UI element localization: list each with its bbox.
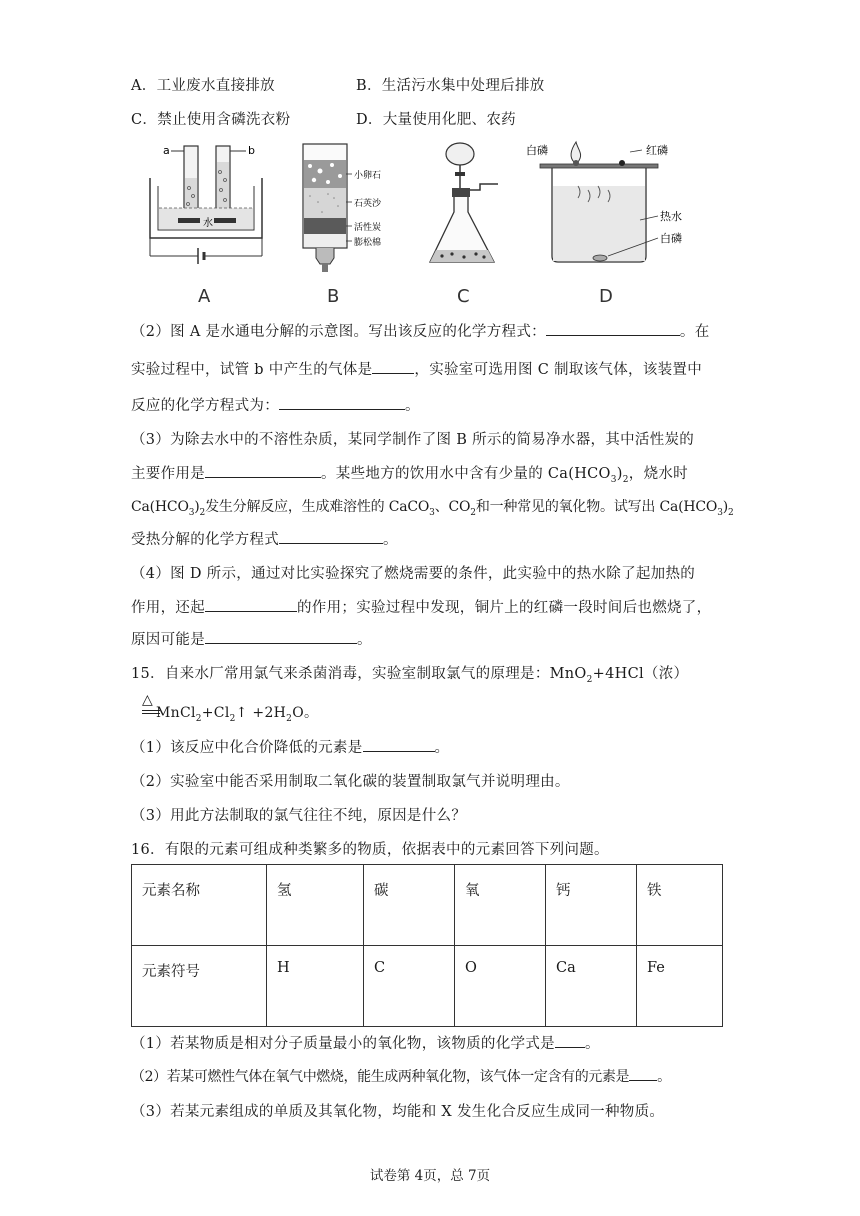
q15-heat-symbol: △ [142, 692, 154, 708]
table-cell: 氧 [455, 865, 546, 946]
q15-sub2: （2）实验室中能否采用制取二氧化碳的装置制取氯气并说明理由。 [131, 774, 570, 790]
q14-part3-line4: 受热分解的化学方程式 。 [131, 528, 398, 549]
q16-sub1: （1）若某物质是相对分子质量最小的氧化物，该物质的化学式是 。 [131, 1032, 600, 1053]
answer-blank[interactable] [205, 629, 357, 644]
figure-c-flask-apparatus-diagram [424, 138, 504, 273]
q14-part3-line3: $Ca(HCO_3)_2$发生分解反应，生成难溶性的 CaCO$_3$、$CO_2$和一种常见的氧化物。试写出 $Ca(HCO_3)_2$ [131, 499, 734, 518]
figure-a-tube-b-label: b [248, 144, 255, 157]
answer-blank[interactable] [555, 1033, 585, 1048]
table-row [132, 946, 723, 1027]
answer-blank[interactable] [205, 597, 297, 612]
table-cell: O [455, 946, 546, 1027]
q14-part3-line1: （3）为除去水中的不溶性杂质，某同学制作了图 B 所示的简易净水器，其中活性炭的 [131, 432, 695, 448]
figure-a-electrolysis-diagram [148, 138, 266, 268]
q16-sub3: （3）若某元素组成的单质及其氧化物，均能和 X 发生化合反应生成同一种物质。 [131, 1104, 665, 1120]
figure-d-combustion-diagram [522, 138, 700, 268]
figure-d-label: D [599, 286, 613, 307]
q16-sub2: （2）若某可燃性气体在氧气中燃烧，能生成两种氧化物，该气体一定含有的元素是 。 [131, 1066, 671, 1086]
table-cell: H [267, 946, 364, 1027]
figure-a-water-label: 水 [203, 218, 213, 229]
figure-b-layer4-label: 膨松棉 [354, 238, 382, 248]
q14-part4-line1: （4）图 D 所示，通过对比实验探究了燃烧需要的条件，此实验中的热水除了起加热的 [131, 566, 696, 582]
figure-d-hot-water-label: 热水 [660, 210, 682, 223]
q15-sub1: （1）该反应中化合价降低的元素是 。 [131, 736, 449, 757]
option-c: C．禁止使用含磷洗衣粉 [131, 112, 291, 128]
figure-d-red-phosphorus-label: 红磷 [646, 144, 668, 157]
q15-stem: 15．自来水厂常用氯气来杀菌消毒，实验室制取氯气的原理是：MnO$_2$+4HCl（浓） [131, 666, 689, 685]
answer-blank[interactable] [363, 737, 435, 752]
figure-a-tube-a-label: a [163, 144, 170, 157]
table-row [132, 865, 723, 946]
option-a: A．工业废水直接排放 [131, 78, 275, 94]
table-cell: 铁 [637, 865, 723, 946]
option-d: D．大量使用化肥、农药 [356, 112, 516, 128]
table-cell: 元素名称 [132, 865, 267, 946]
figure-b-layer3-label: 活性炭 [354, 223, 382, 233]
answer-blank[interactable] [279, 395, 405, 410]
answer-blank[interactable] [279, 529, 383, 544]
table-cell: 碳 [364, 865, 455, 946]
element-table [131, 864, 723, 1027]
figure-b-layer1-label: 小卵石 [354, 171, 382, 181]
q14-part2-line1: （2）图 A 是水通电分解的示意图。写出该反应的化学方程式： 。在 [131, 320, 710, 341]
q15-equation-products: $MnCl_2+Cl_2↑ +2H_2O$。 [156, 705, 319, 724]
figure-d-white-phosphorus-bottom-label: 白磷 [660, 232, 682, 245]
table-cell: 钙 [546, 865, 637, 946]
table-cell: 元素符号 [132, 946, 267, 1027]
figure-c-label: C [457, 286, 470, 307]
answer-blank[interactable] [372, 359, 414, 374]
figure-d-white-phosphorus-top-label: 白磷 [526, 144, 548, 157]
answer-blank[interactable] [205, 463, 321, 478]
q14-part4-line2: 作用，还起 的作用；实验过程中发现，铜片上的红磷一段时间后也燃烧了， [131, 596, 711, 617]
figure-a-label: A [198, 286, 211, 307]
q16-stem: 16．有限的元素可组成种类繁多的物质，依据表中的元素回答下列问题。 [131, 842, 609, 858]
q14-part2-line2: 实验过程中，试管 b 中产生的气体是 ，实验室可选用图 C 制取该气体，该装置中 [131, 358, 702, 379]
q14-part3-line2: 主要作用是 。某些地方的饮用水中含有少量的 $Ca(HCO_3)_2$，烧水时 [131, 462, 688, 485]
figure-b-layer2-label: 石英沙 [354, 199, 382, 209]
q14-part4-line3: 原因可能是 。 [131, 628, 372, 649]
table-cell: Ca [546, 946, 637, 1027]
answer-blank[interactable] [629, 1066, 657, 1081]
q14-part2-line3: 反应的化学方程式为： 。 [131, 394, 420, 415]
answer-blank[interactable] [546, 321, 680, 336]
table-cell: 氢 [267, 865, 364, 946]
table-cell: C [364, 946, 455, 1027]
option-b: B．生活污水集中处理后排放 [356, 78, 545, 94]
page-footer: 试卷第 4页，总 7页 [369, 1168, 491, 1184]
figure-b-water-purifier-diagram [298, 138, 392, 278]
q15-sub3: （3）用此方法制取的氯气往往不纯，原因是什么？ [131, 808, 467, 824]
figure-b-label: B [327, 286, 340, 307]
table-cell: Fe [637, 946, 723, 1027]
